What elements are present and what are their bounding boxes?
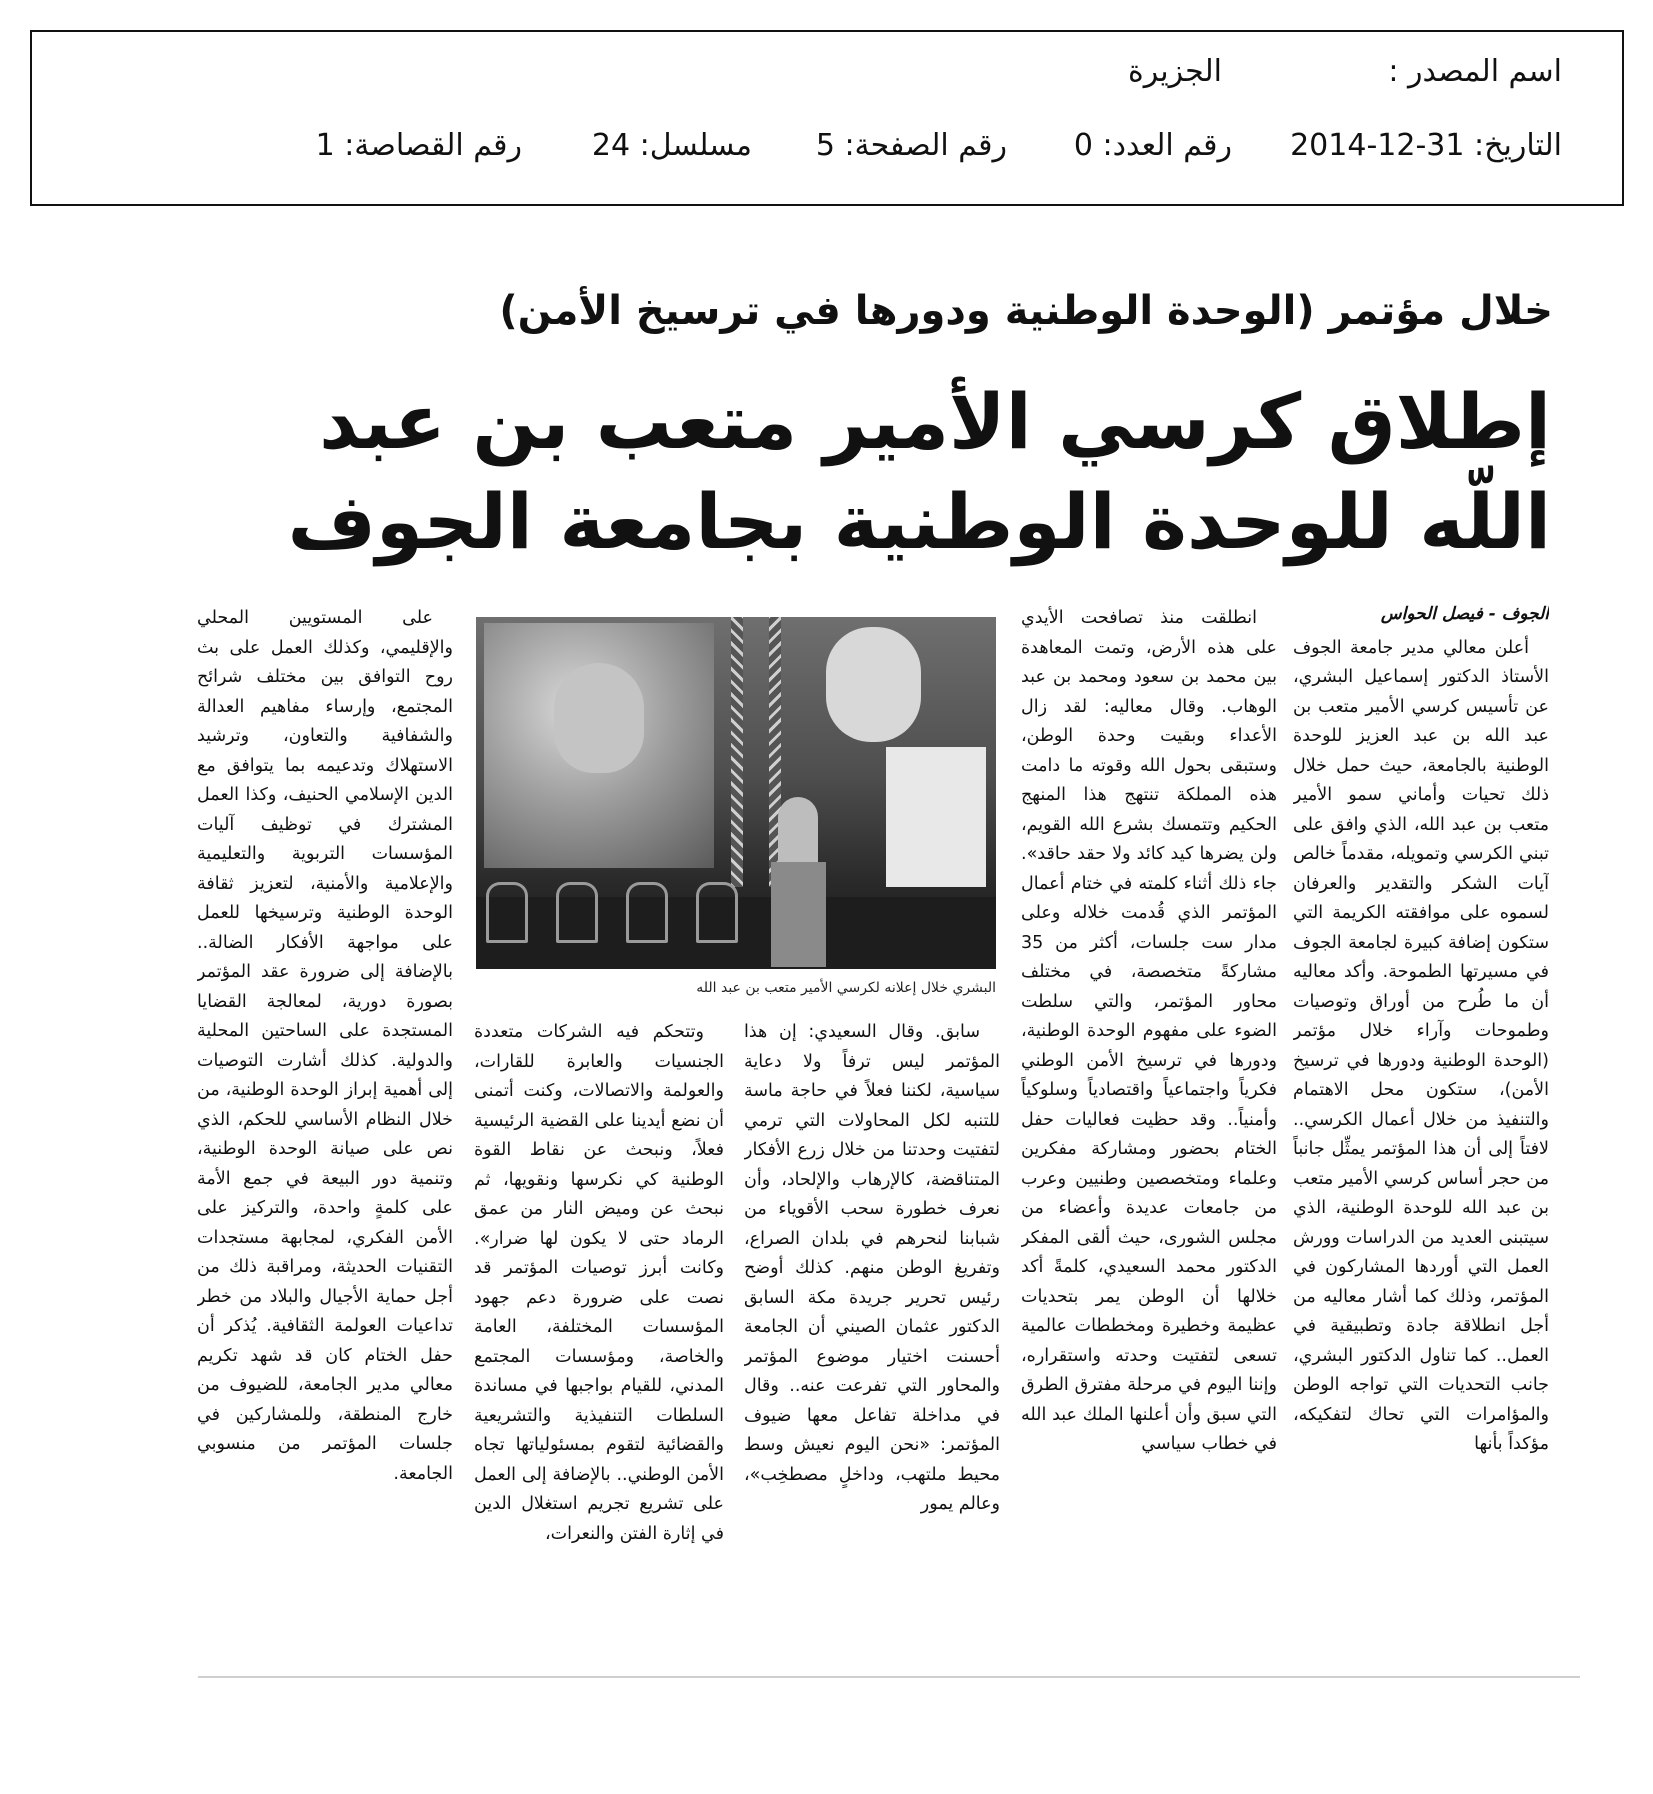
article-kicker: خلال مؤتمر (الوحدة الوطنية ودورها في ترسيخ الأمن) <box>499 288 1553 334</box>
article-column-3 <box>744 1018 1000 1632</box>
date-field: التاريخ: 31-12-2014 <box>1290 128 1562 163</box>
column-3-text: سابق. وقال السعيدي: إن هذا المؤتمر ليس ترفاً ولا دعاية سياسية، لكننا فعلاً في حاجة ماسة للتنبه لكل المحاولات التي ترمي لتفتيت وحدتنا من خلال زرع الأفكار المتناقضة، كالإرهاب والإلحاد، وأن نعرف خطورة سحب الأقوياء من شبابنا لنحرهم في بلدان الصراع، وتفريغ الوطن منهم. كذلك أوضح رئيس تحرير جريدة مكة السابق الدكتور عثمان الصيني أن الجامعة أحسنت اختيار موضوع المؤتمر والمحاور التي تفرعت عنه.. وقال في مداخلة تفاعل معها ضيوف المؤتمر: «نحن اليوم نعيش وسط محيط ملتهب، وداخلٍ مصطخِب»، وعالم يمور <box>744 1022 1000 1514</box>
article-headline: إطلاق كرسي الأمير متعب بن عبد اللّه للوحدة الوطنية بجامعة الجوف <box>287 377 1551 566</box>
source-label: اسم المصدر : <box>1388 54 1562 89</box>
photo-podium <box>771 862 826 967</box>
photo-caption: البشري خلال إعلانه لكرسي الأمير متعب بن عبد الله <box>696 980 996 996</box>
article-photo <box>476 617 996 969</box>
column-2-text: انطلقت منذ تصافحت الأيدي على هذه الأرض، وتمت المعاهدة بين محمد بن سعود ومحمد بن عبد الوهاب. وقال معاليه: لقد زال الأعداء وبقيت وحدة الوطن، وستبقى بحول الله وقوته ما دامت هذه المملكة تنتهج هذا المنهج الحكيم وتتمسك بشرع الله القويم، ولن يضرها كيد كائد ولا حقد حاقد». جاء ذلك أثناء كلمته في ختام أعمال المؤتمر الذي قُدمت خلاله وعلى مدار ست جلسات، أكثر من 35 مشاركةً متخصصة، في مختلف محاور المؤتمر، والتي سلطت الضوء على مفهوم الوحدة الوطنية، ودورها في ترسيخ الأمن الوطني فكرياً واجتماعياً واقتصادياً وسلوكياً وأمنياً.. وقد حظيت فعاليات حفل الختام بحضور ومشاركة مفكرين وعلماء ومتخصصين وطنيين وعرب من جامعات عديدة وأعضاء من مجلس الشورى، حيث ألقى المفكر الدكتور محمد السعيدي، كلمةً أكد خلالها أن الوطن يمر بتحديات عظيمة وخطيرة ومخططات عالمية تسعى لتفتيت وحدته واستقراره، وإننا اليوم في مرحلة مفترق الطرق التي سبق وأن أعلنها الملك عبد الله في خطاب سياسي <box>1021 608 1277 1454</box>
column-5-text: على المستويين المحلي والإقليمي، وكذلك العمل على بث روح التوافق بين مختلف شرائح المجتمع، وإرساء مفاهيم العدالة والشفافية والتعاون، وترشيد الاستهلاك وتدعيمه بما يتوافق مع الدين الإسلامي الحنيف، وكذا العمل المشترك في توظيف آليات المؤسسات التربوية والتعليمية والإعلامية والأمنية، لتعزيز ثقافة الوحدة الوطنية وترسيخها للعمل على مواجهة الأفكار الضالة.. بالإضافة إلى ضرورة عقد المؤتمر بصورة دورية، لمعالجة القضايا المستجدة على الساحتين المحلية والدولية. كذلك أشارت التوصيات إلى أهمية إبراز الوحدة الوطنية، من خلال النظام الأساسي للحكم، الذي نص على صيانة الوحدة الوطنية، وتنمية دور البيعة في جمع الأمة على كلمةٍ واحدة، والتركيز على الأمن الفكري، لمجابهة مستجدات التقنيات الحديثة، ومراقبة ذلك من أجل حماية الأجيال والبلاد من خطر تداعيات العولمة الثقافية. يُذكر أن حفل الختام كان قد شهد تكريم معالي مدير الجامعة، للضيوف من خارج المنطقة، وللمشاركين في جلسات المؤتمر من منسوبي الجامعة. <box>197 608 453 1484</box>
clip-field: رقم القصاصة: 1 <box>315 128 522 163</box>
column-1-text: أعلن معالي مدير جامعة الجوف الأستاذ الدكتور إسماعيل البشري، عن تأسيس كرسي الأمير متعب بن عبد الله بن عبد العزيز للوحدة الوطنية بالجامعة، حيث حمل خلال ذلك تحيات وأماني سمو الأمير متعب بن عبد الله، الذي وافق على تبني الكرسي وتمويله، مقدماً خالص آيات الشكر والتقدير والعرفان لسموه على موافقته الكريمة التي ستكون إضافة كبيرة لجامعة الجوف في مسيرتها الطموحة. وأكد معاليه أن ما طُرح من أوراق وتوصيات وطموحات وآراء خلال مؤتمر (الوحدة الوطنية ودورها في ترسيخ الأمن)، ستكون محل الاهتمام والتنفيذ من خلال أعمال الكرسي.. لافتاً إلى أن هذا المؤتمر يمثِّل جانباً من حجر أساس كرسي الأمير متعب بن عبد الله للوحدة الوطنية، الذي سيتبنى العديد من الدراسات وورش العمل التي أوردها المشاركون في المؤتمر، وذلك كما أشار معاليه من أجل انطلاقة جادة وتطبيقية في العمل.. كما تناول الدكتور البشري، جانب التحديات التي تواجه الوطن والمؤامرات التي تحاك لتفكيكه، مؤكداً بأنها <box>1293 637 1549 1454</box>
article-column-1 <box>1293 600 1549 1632</box>
page-field: رقم الصفحة: 5 <box>815 128 1007 163</box>
bottom-divider <box>198 1676 1580 1678</box>
article-column-4 <box>474 1018 724 1632</box>
photo-screen <box>484 623 714 868</box>
photo-portrait <box>826 627 921 742</box>
source-value: الجزيرة <box>1127 54 1222 89</box>
serial-field: مسلسل: 24 <box>591 128 752 163</box>
photo-speaker <box>778 797 818 872</box>
source-info-box <box>30 30 1624 206</box>
issue-field: رقم العدد: 0 <box>1073 128 1232 163</box>
article-column-5 <box>197 604 453 1632</box>
article-column-2 <box>1021 604 1277 1632</box>
photo-banner <box>886 747 986 887</box>
byline: الجوف - فيصل الحواس <box>1380 604 1549 624</box>
column-4-text: وتتحكم فيه الشركات متعددة الجنسيات والعابرة للقارات، والعولمة والاتصالات، وكنت أتمنى أن نضع أيدينا على القضية الرئيسية فعلاً، ونبحث عن نقاط القوة الوطنية كي نكرسها ونقويها، ثم نبحث عن وميض النار من عمق الرماد حتى لا يكون لها ضرار». وكانت أبرز توصيات المؤتمر قد نصت على ضرورة دعم جهود المؤسسات المختلفة، العامة والخاصة، ومؤسسات المجتمع المدني، للقيام بواجبها في مساندة السلطات التنفيذية والتشريعية والقضائية لتقوم بمسئولياتها تجاه الأمن الوطني.. بالإضافة إلى العمل على تشريع تجريم استغلال الدين في إثارة الفتن والنعرات، <box>474 1022 724 1544</box>
